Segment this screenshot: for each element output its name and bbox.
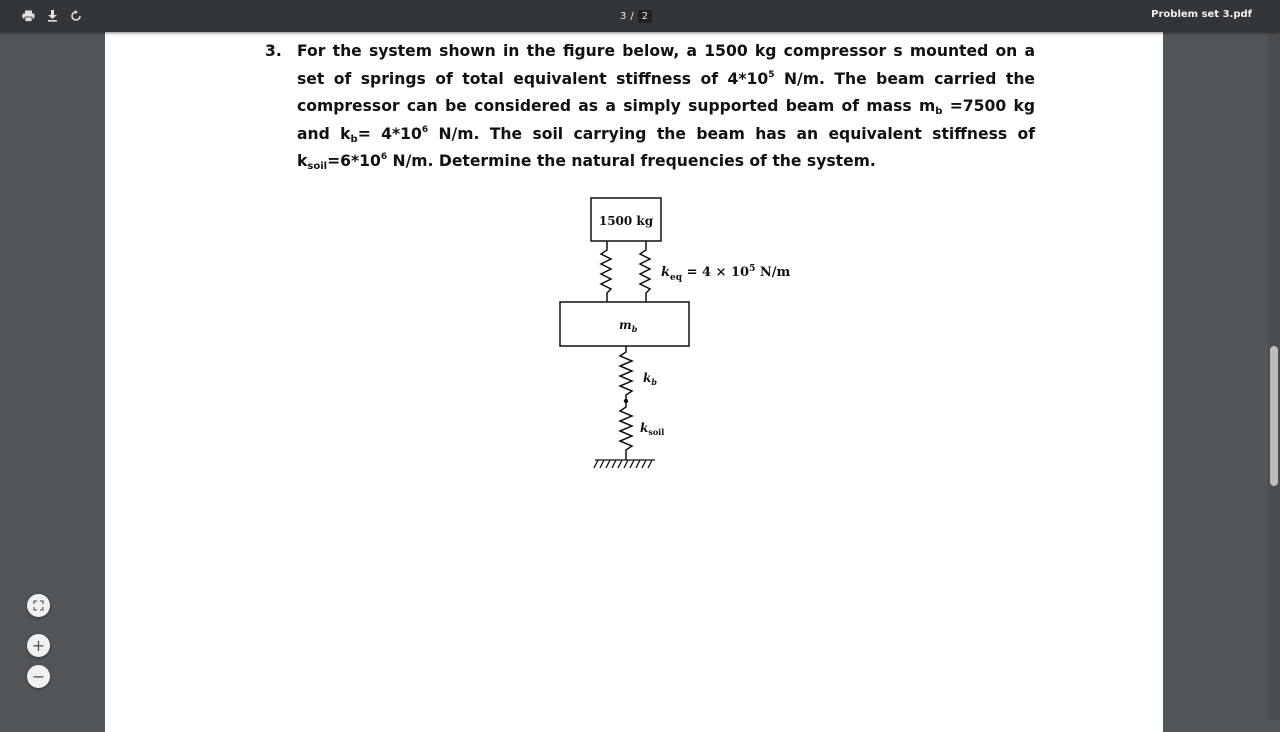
kb-k: k bbox=[643, 371, 652, 385]
rotate-icon bbox=[70, 10, 82, 22]
keq-k: k bbox=[661, 265, 671, 280]
print-button[interactable] bbox=[18, 6, 38, 26]
zoom-out-button[interactable]: − bbox=[27, 665, 50, 688]
keq-label bbox=[661, 264, 791, 283]
text-part: N/m. Determine the natural frequencies of the system. bbox=[387, 152, 876, 170]
left-spring bbox=[601, 241, 611, 302]
page-current[interactable]: 3 bbox=[620, 10, 627, 22]
text-part: N/m. The beam carried the compressor can be considered as a simply supported beam of mass m bbox=[297, 69, 1035, 115]
kb-sub: b bbox=[651, 377, 657, 387]
ksoil-spring bbox=[620, 402, 632, 460]
download-icon bbox=[47, 10, 58, 22]
keq-value: = 4 × 10 bbox=[682, 265, 750, 280]
ksoil-k: k bbox=[640, 421, 649, 435]
problem-number: 3. bbox=[265, 42, 282, 60]
vertical-scrollbar[interactable] bbox=[1268, 32, 1280, 720]
keq-sub: eq bbox=[670, 273, 683, 283]
rotate-button[interactable] bbox=[66, 6, 86, 26]
pdf-page bbox=[105, 32, 1163, 732]
ground-hatch bbox=[594, 460, 655, 468]
text-part: For the system shown in the figure below, a 1500 kg compressor s mounted on a set of springs of total equivalent stiffness of 4*10 bbox=[297, 42, 1035, 88]
kb-label bbox=[643, 371, 657, 387]
page-separator: / bbox=[630, 10, 634, 22]
scrollbar-thumb[interactable] bbox=[1270, 346, 1278, 486]
keq-unit: N/m bbox=[755, 265, 791, 280]
subscript: b bbox=[935, 106, 943, 117]
beam-m: m bbox=[619, 318, 632, 332]
fit-page-icon bbox=[33, 600, 44, 611]
right-spring bbox=[640, 241, 650, 302]
ksoil-sub: soil bbox=[648, 427, 665, 437]
text-part: = 4*10 bbox=[357, 124, 422, 143]
superscript: 6 bbox=[421, 124, 429, 135]
zoom-in-button[interactable]: + bbox=[27, 634, 50, 657]
printer-icon bbox=[22, 10, 35, 22]
fit-page-button[interactable] bbox=[27, 594, 50, 617]
superscript: 5 bbox=[768, 69, 775, 80]
page-indicator bbox=[620, 8, 652, 24]
pdf-toolbar bbox=[0, 0, 1280, 32]
spring-mass-diagram bbox=[555, 192, 915, 512]
text-part: =6*10 bbox=[327, 152, 381, 170]
page-total: 2 bbox=[638, 10, 652, 23]
text-part: =7500 kg and k bbox=[297, 97, 1036, 143]
download-button[interactable] bbox=[42, 6, 62, 26]
superscript: 6 bbox=[380, 152, 388, 162]
problem-text bbox=[297, 38, 1035, 176]
beam-sub: b bbox=[631, 324, 638, 334]
problem-statement bbox=[265, 38, 1035, 176]
subscript: b bbox=[350, 133, 358, 145]
text-part: N/m. The soil carrying the beam has an equivalent stiffness of k bbox=[297, 124, 1036, 170]
keq-sup: 5 bbox=[749, 264, 756, 274]
kb-spring bbox=[620, 346, 632, 400]
subscript: soil bbox=[307, 161, 328, 172]
mass-label: 1500 kg bbox=[598, 214, 654, 228]
ksoil-label bbox=[640, 421, 664, 437]
document-title: Problem set 3.pdf bbox=[1151, 9, 1252, 20]
